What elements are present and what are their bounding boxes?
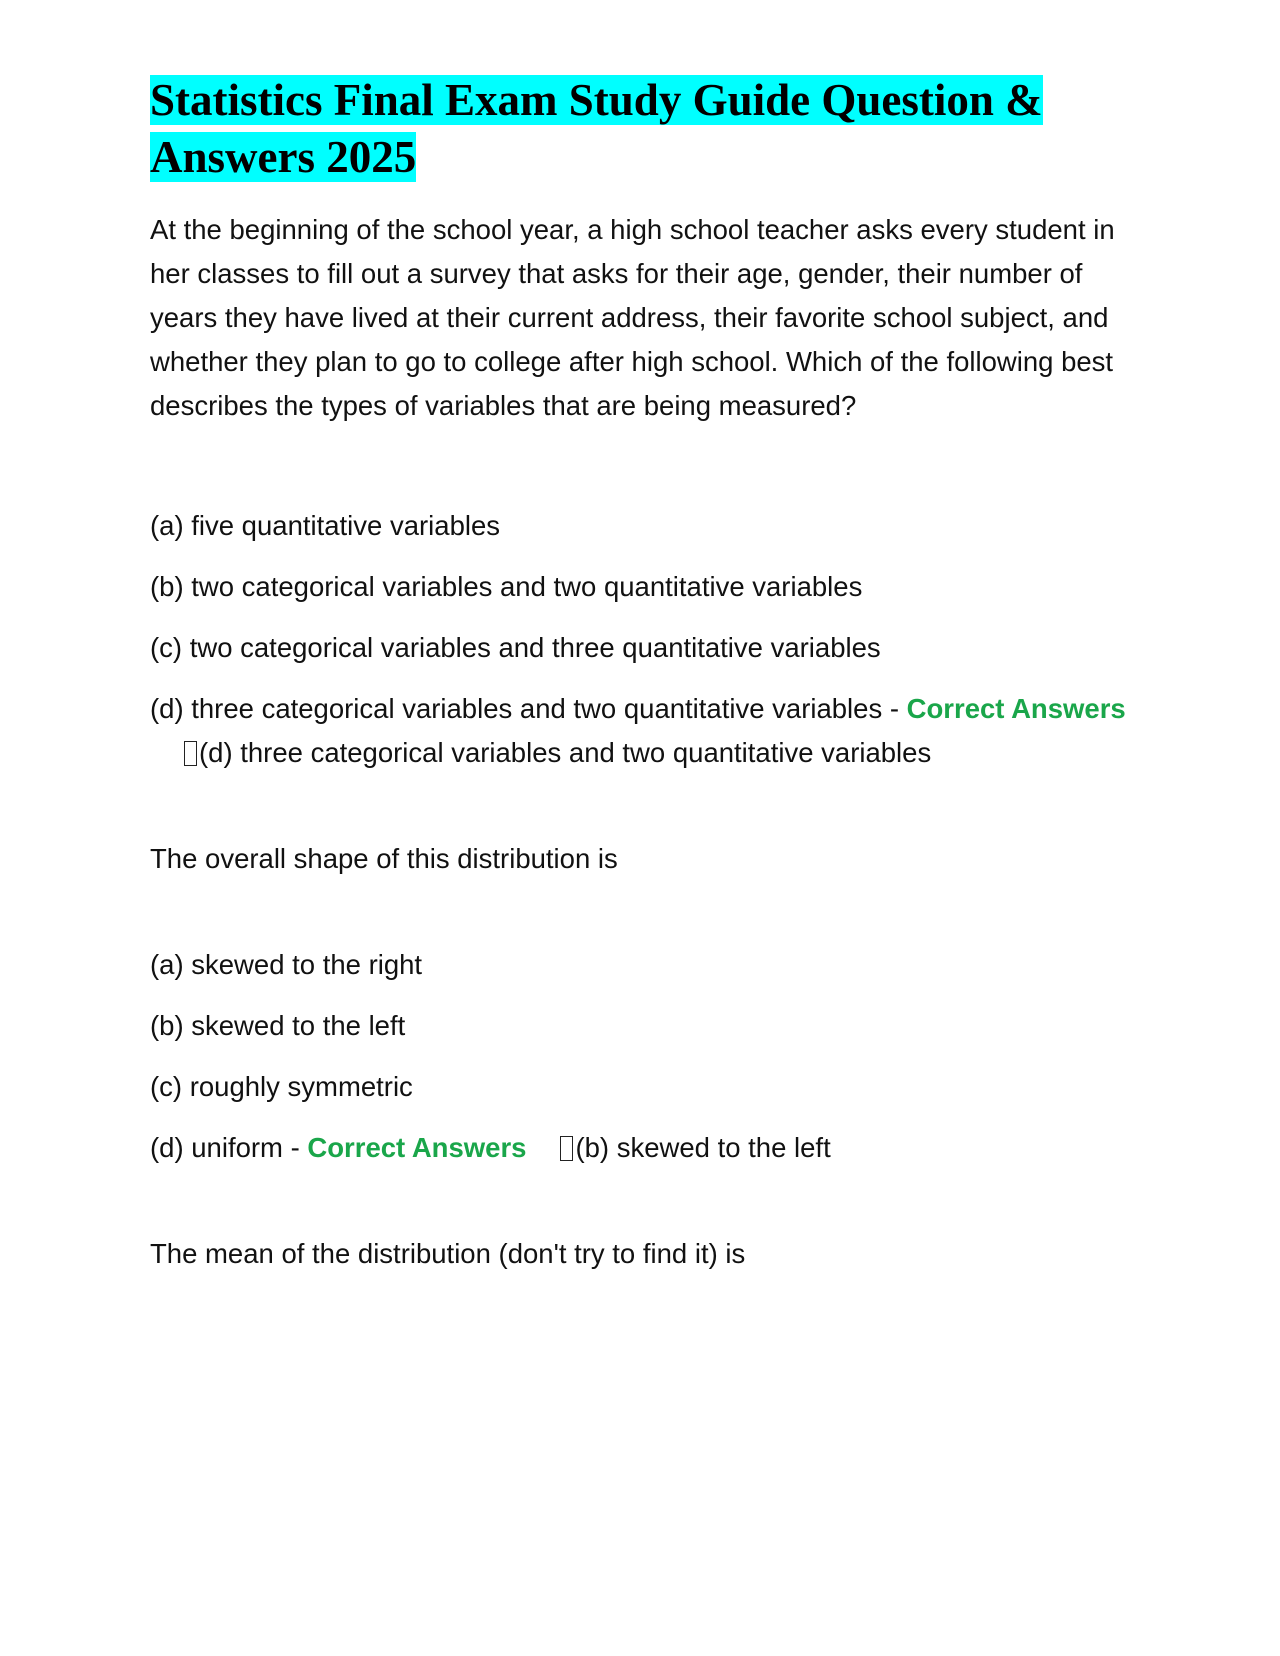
correct-answer-text: (d) three categorical variables and two quantitative variables bbox=[199, 737, 932, 768]
option-a: (a) skewed to the right bbox=[150, 949, 423, 980]
option-b: (b) skewed to the left bbox=[150, 1010, 406, 1041]
question-prompt: The overall shape of this distribution is bbox=[150, 843, 618, 874]
option-d-with-answer bbox=[150, 687, 1140, 775]
question-3 bbox=[150, 1232, 1140, 1276]
missing-glyph-box-icon bbox=[184, 741, 197, 766]
question-1 bbox=[150, 208, 1140, 775]
correct-answer-text: (b) skewed to the left bbox=[575, 1132, 831, 1163]
title-highlight: Statistics Final Exam Study Guide Question & Answers 2025 bbox=[150, 75, 1043, 182]
option-c: (c) roughly symmetric bbox=[150, 1071, 413, 1102]
correct-answers-label: Correct Answers bbox=[307, 1132, 527, 1163]
option-d-with-answer bbox=[150, 1126, 1140, 1170]
option-b: (b) two categorical variables and two quantitative variables bbox=[150, 571, 863, 602]
question-prompt: At the beginning of the school year, a high school teacher asks every student in her classes to fill out a survey that asks for their age, gender, their number of years they have lived at their current address, their favorite school subject, and whether they plan to go to college after high school. Which of the following best describes the types of variables that are being measured? bbox=[150, 214, 1115, 421]
missing-glyph-box-icon bbox=[560, 1136, 573, 1161]
option-d: (d) uniform - bbox=[150, 1132, 308, 1163]
document-page bbox=[150, 72, 1140, 1276]
option-a: (a) five quantitative variables bbox=[150, 510, 501, 541]
correct-answers-label: Correct Answers bbox=[906, 693, 1126, 724]
question-prompt: The mean of the distribution (don't try to find it) is bbox=[150, 1238, 746, 1269]
option-d: (d) three categorical variables and two quantitative variables - bbox=[150, 693, 907, 724]
option-c: (c) two categorical variables and three quantitative variables bbox=[150, 632, 881, 663]
document-title bbox=[150, 72, 1140, 186]
question-2 bbox=[150, 837, 1140, 1170]
